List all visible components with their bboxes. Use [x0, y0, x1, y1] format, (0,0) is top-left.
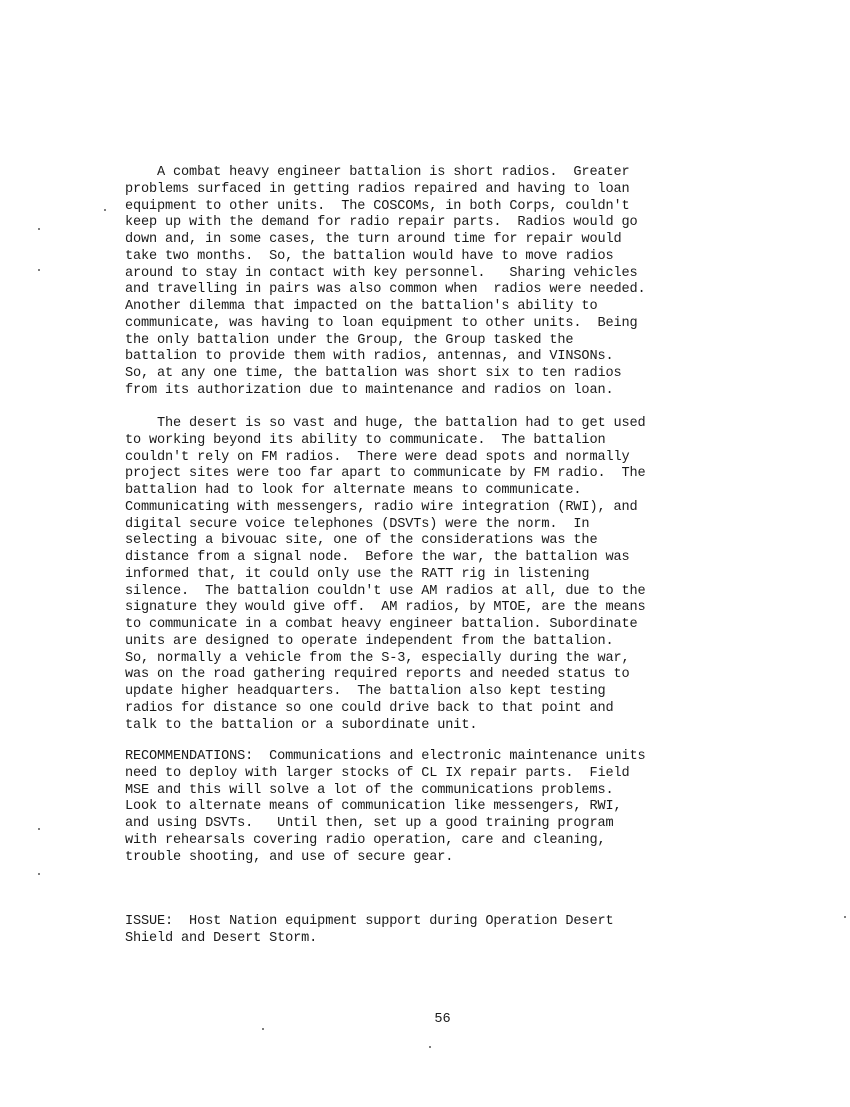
- text-line: around to stay in contact with key personnel. Sharing vehicles: [125, 265, 638, 281]
- text-line: equipment to other units. The COSCOMs, in both Corps, couldn't: [125, 198, 630, 214]
- scan-speck: [38, 269, 40, 271]
- paragraph-radio-shortage: [125, 165, 825, 400]
- text-line: and travelling in pairs was also common when radios were needed.: [125, 282, 646, 298]
- text-line: and using DSVTs. Until then, set up a good training program: [125, 816, 614, 831]
- paragraph-desert-communication: [125, 416, 825, 734]
- text-line: battalion had to look for alternate means to communicate.: [125, 483, 582, 498]
- text-line: problems surfaced in getting radios repaired and having to loan: [125, 181, 630, 197]
- text-line: keep up with the demand for radio repair parts. Radios would go: [125, 215, 638, 231]
- text-line: to communicate in a combat heavy engineer battalion. Subordinate: [125, 617, 638, 632]
- text-line: Shield and Desert Storm.: [125, 930, 318, 946]
- text-line: couldn't rely on FM radios. There were dead spots and normally: [125, 449, 630, 465]
- text-line: A combat heavy engineer battalion is short radios. Greater: [125, 165, 630, 180]
- text-line: signature they would give off. AM radios, by MTOE, are the means: [125, 600, 646, 616]
- text-line: The desert is so vast and huge, the battalion had to get used: [125, 416, 646, 431]
- scan-speck: [429, 1046, 431, 1048]
- text-line: Communicating with messengers, radio wire integration (RWI), and: [125, 499, 638, 515]
- text-line: with rehearsals covering radio operation, care and cleaning,: [125, 832, 606, 848]
- text-line: the only battalion under the Group, the Group tasked the: [125, 332, 574, 348]
- page-number: 56: [434, 1012, 451, 1027]
- text-line: Look to alternate means of communication like messengers, RWI,: [125, 799, 622, 815]
- text-line: MSE and this will solve a lot of the communications problems.: [125, 782, 614, 798]
- scan-speck: [38, 228, 40, 230]
- text-line: Another dilemma that impacted on the battalion's ability to: [125, 299, 598, 314]
- text-line: take two months. So, the battalion would have to move radios: [125, 248, 614, 264]
- text-line: communicate, was having to loan equipment to other units. Being: [125, 315, 638, 331]
- scan-speck: [38, 873, 40, 875]
- text-line: trouble shooting, and use of secure gear.: [125, 849, 454, 865]
- text-line: was on the road gathering required reports and needed status to: [125, 667, 630, 683]
- text-line: to working beyond its ability to communicate. The battalion: [125, 432, 606, 448]
- scan-speck: [104, 209, 106, 211]
- text-line: silence. The battalion couldn't use AM radios at all, due to the: [125, 583, 646, 599]
- text-line: project sites were too far apart to communicate by FM radio. The: [125, 466, 646, 482]
- text-line: radios for distance so one could drive back to that point and: [125, 700, 614, 716]
- scan-speck: [844, 916, 846, 918]
- text-line: So, at any one time, the battalion was short six to ten radios: [125, 366, 622, 381]
- text-line: battalion to provide them with radios, antennas, and VINSONs.: [125, 349, 614, 365]
- text-line: informed that, it could only use the RATT rig in listening: [125, 566, 590, 582]
- text-line: talk to the battalion or a subordinate unit.: [125, 717, 478, 733]
- text-line: down and, in some cases, the turn around time for repair would: [125, 232, 622, 247]
- text-line: units are designed to operate independent from the battalion.: [125, 633, 614, 649]
- issue-paragraph: [125, 914, 825, 948]
- text-line: update higher headquarters. The battalion also kept testing: [125, 684, 606, 699]
- scan-speck: [262, 1028, 264, 1030]
- text-line: from its authorization due to maintenance and radios on loan.: [125, 382, 614, 398]
- text-line: So, normally a vehicle from the S-3, especially during the war,: [125, 650, 630, 666]
- text-line: ISSUE: Host Nation equipment support during Operation Desert: [125, 914, 614, 929]
- text-line: digital secure voice telephones (DSVTs) were the norm. In: [125, 516, 590, 532]
- text-line: distance from a signal node. Before the war, the battalion was: [125, 550, 630, 565]
- text-line: selecting a bivouac site, one of the considerations was the: [125, 533, 598, 549]
- text-line: need to deploy with larger stocks of CL IX repair parts. Field: [125, 765, 630, 781]
- recommendations-paragraph: [125, 749, 825, 866]
- text-line: RECOMMENDATIONS: Communications and electronic maintenance units: [125, 749, 646, 764]
- scan-speck: [38, 828, 40, 830]
